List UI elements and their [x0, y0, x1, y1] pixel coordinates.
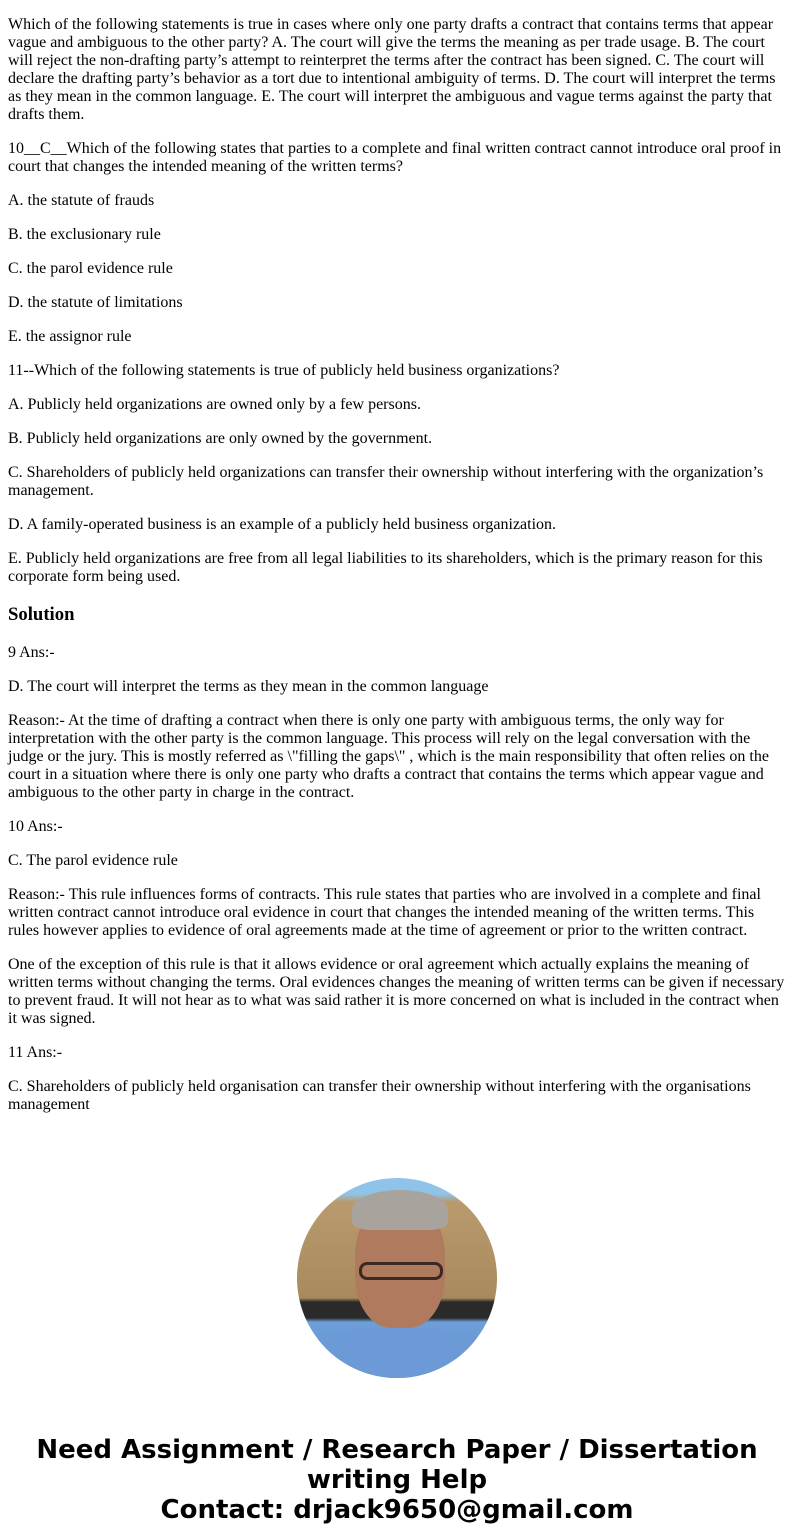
question-9: Which of the following statements is true in cases where only one party drafts a contract that contains terms that appear vague and ambiguous to the other party? A. The court will give the terms the meaning as per trade usage. B. The court will reject the non-drafting party’s attempt to reinterpret the terms after the contract has been signed. C. The court will declare the drafting party’s behavior as a tort due to intentional ambiguity of terms. D. The court will interpret the terms as they mean in the common language. E. The court will interpret the ambiguous and vague terms against the party that drafts them. — [8, 16, 776, 123]
avatar-shirt — [307, 1328, 487, 1378]
q10-option-e: E. the assignor rule — [8, 328, 132, 345]
answer-10-reason: Reason:- This rule influences forms of contracts. This rule states that parties who are involved in a complete and final written contract cannot introduce oral evidence in court that changes the intended meaning of the written terms. This rules however applies to evidence of oral agreements made at the time of agreement or prior to the written contract. — [8, 886, 761, 939]
answer-11-label: 11 Ans:- — [8, 1044, 63, 1061]
answer-10-exception: One of the exception of this rule is that it allows evidence or oral agreement which actually explains the meaning of written terms without changing the terms. Oral evidences changes the meaning of written terms can be given if necessary to prevent fraud. It will not hear as to what was said rather it is more concerned on what is included in the contract when it was signed. — [8, 956, 785, 1027]
q11-option-c: C. Shareholders of publicly held organizations can transfer their ownership without interfering with the organization’s management. — [8, 464, 764, 499]
q10-option-c: C. the parol evidence rule — [8, 260, 173, 277]
answer-9: D. The court will interpret the terms as they mean in the common language — [8, 678, 489, 695]
solution-heading: Solution — [8, 604, 75, 625]
answer-9-reason: Reason:- At the time of drafting a contract when there is only one party with ambiguous terms, the only way for interpretation with the other party is the common language. This process will rely on the legal conversation with the judge or the jury. This is mostly referred as \"filling the gaps\" , which is the main responsibility that often relies on the court in a situation where there is only one party who drafts a contract that contains the terms which appear vague and ambiguous to the other party in charge in the contract. — [8, 712, 769, 801]
contact-line: Contact: drjack9650@gmail.com — [160, 1495, 634, 1525]
q11-option-e: E. Publicly held organizations are free from all legal liabilities to its shareholders, which is the primary reason for this corporate form being used. — [8, 550, 763, 585]
avatar-hair — [352, 1190, 448, 1230]
question-11: 11--Which of the following statements is true of publicly held business organizations? — [8, 362, 560, 379]
q11-option-a: A. Publicly held organizations are owned only by a few persons. — [8, 396, 421, 413]
q10-option-b: B. the exclusionary rule — [8, 226, 161, 243]
avatar-container — [8, 1178, 786, 1383]
answer-10: C. The parol evidence rule — [8, 852, 178, 869]
question-10: 10__C__Which of the following states that parties to a complete and final written contract cannot introduce oral proof in court that changes the intended meaning of the written terms? — [8, 140, 782, 175]
answer-10-label: 10 Ans:- — [8, 818, 63, 835]
q11-option-d: D. A family-operated business is an example of a publicly held business organization. — [8, 516, 557, 533]
answer-9-label: 9 Ans:- — [8, 644, 55, 661]
q10-option-a: A. the statute of frauds — [8, 192, 155, 209]
promo-line: Need Assignment / Research Paper / Dissertation writing Help — [36, 1435, 758, 1495]
avatar-glasses — [359, 1262, 443, 1280]
q11-option-b: B. Publicly held organizations are only owned by the government. — [8, 430, 433, 447]
author-avatar — [297, 1178, 497, 1378]
q10-option-d: D. the statute of limitations — [8, 294, 183, 311]
answer-11: C. Shareholders of publicly held organisation can transfer their ownership without interfering with the organisations management — [8, 1078, 751, 1113]
promo-footer — [8, 1435, 786, 1525]
